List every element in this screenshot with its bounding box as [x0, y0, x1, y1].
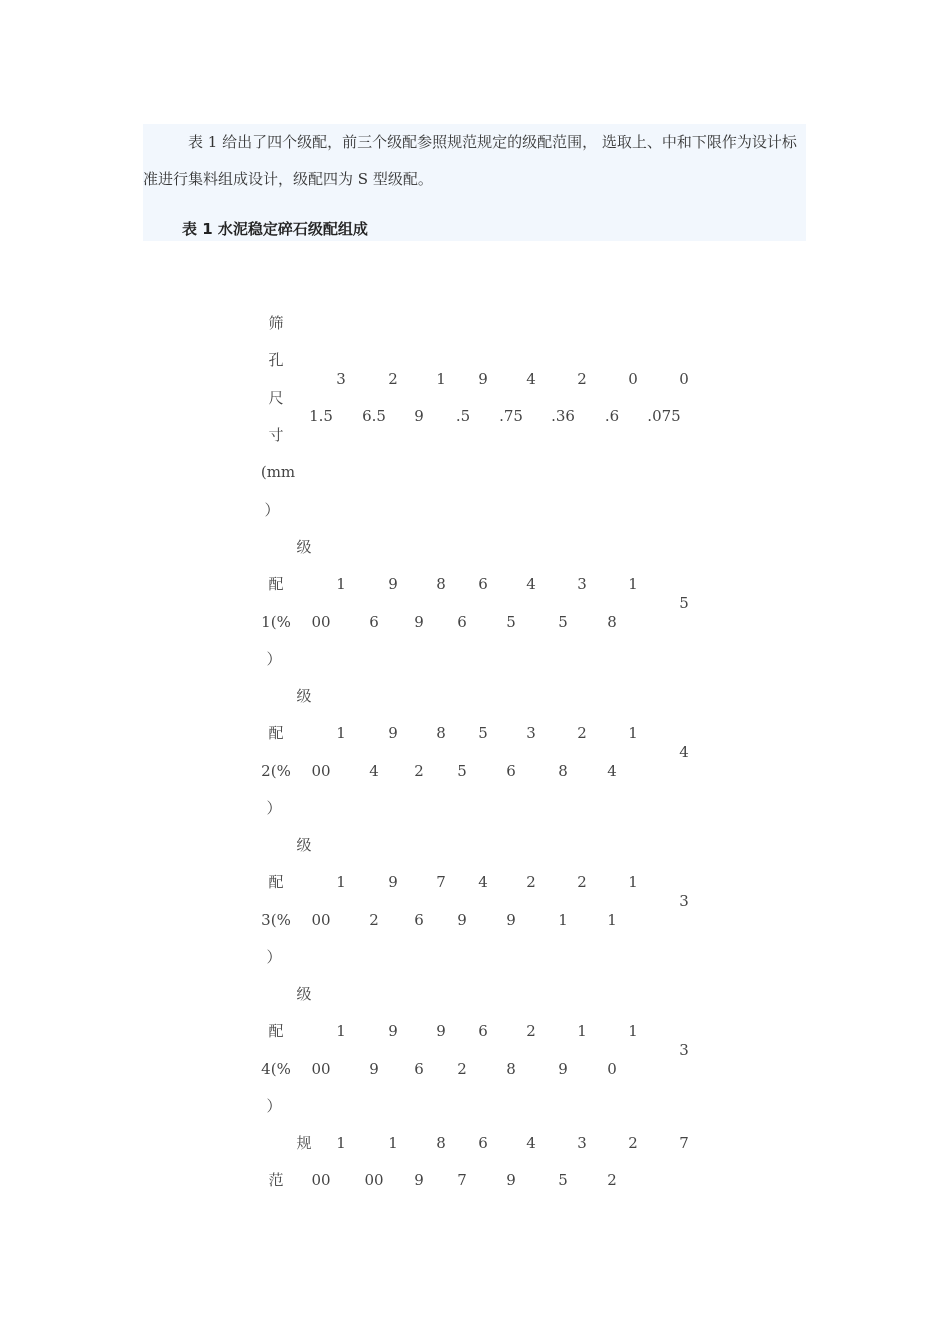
- header-cell-bottom: 6.5: [362, 407, 386, 425]
- row-cell-bottom: 8: [558, 761, 568, 780]
- row-label-line: 规: [296, 1134, 312, 1152]
- row-cell-last: 3: [679, 1040, 689, 1059]
- row-cell-top: 9: [388, 575, 398, 594]
- header-cell-top: 1: [436, 370, 446, 388]
- row-cell-bottom: 00: [311, 1059, 331, 1078]
- row-cell-top: 6: [478, 1134, 488, 1152]
- row-cell-top: 1: [336, 1022, 346, 1041]
- row-cell-bottom: 00: [311, 910, 331, 929]
- row-cell-top: 1: [628, 724, 638, 743]
- row-cell-top: 4: [526, 1134, 536, 1152]
- row-cell-bottom: 00: [311, 612, 331, 631]
- row-label-line: 级: [296, 538, 312, 556]
- header-label-line: (mm: [260, 463, 296, 482]
- header-cell-top: 9: [478, 370, 488, 388]
- row-cell-bottom: 6: [369, 612, 379, 631]
- row-label-line: 配: [268, 575, 284, 594]
- row-cell-bottom: 4: [607, 761, 617, 780]
- row-cell-bottom: 00: [364, 1171, 384, 1190]
- row-cell-top: 1: [628, 1022, 638, 1041]
- row-label-line: 范: [268, 1171, 284, 1190]
- row-cell-bottom: 9: [414, 612, 424, 631]
- row-label-line: 配: [268, 724, 284, 743]
- row-cell-top: 2: [577, 873, 587, 892]
- header-cell-bottom: 1.5: [309, 407, 333, 425]
- row-cell-top: 1: [628, 873, 638, 892]
- row-label-line: ）: [266, 798, 282, 817]
- header-cell-bottom: 9: [414, 407, 424, 425]
- row-cell-top: 9: [388, 724, 398, 743]
- row-cell-top: 7: [436, 873, 446, 892]
- header-cell-top: 0: [628, 370, 638, 388]
- header-label-line: ）: [264, 500, 280, 519]
- row-cell-bottom: 6: [414, 1059, 424, 1078]
- row-cell-bottom: 9: [506, 1171, 516, 1190]
- header-cell-bottom: .5: [455, 407, 471, 425]
- row-cell-top: 2: [628, 1134, 638, 1152]
- row-label-line: 配: [268, 1022, 284, 1041]
- row-cell-bottom: 4: [369, 761, 379, 780]
- row-cell-top: 2: [526, 1022, 536, 1041]
- row-cell-bottom: 9: [369, 1059, 379, 1078]
- row-cell-bottom: 8: [607, 612, 617, 631]
- row-cell-bottom: 6: [457, 612, 467, 631]
- row-cell-top: 4: [478, 873, 488, 892]
- row-cell-bottom: 2: [369, 910, 379, 929]
- row-cell-bottom: 1: [607, 910, 617, 929]
- row-cell-bottom: 6: [506, 761, 516, 780]
- row-cell-top: 3: [577, 1134, 587, 1152]
- row-cell-top: 2: [526, 873, 536, 892]
- row-cell-top: 8: [436, 1134, 446, 1152]
- row-cell-bottom: 2: [414, 761, 424, 780]
- row-cell-top: 4: [526, 575, 536, 594]
- header-cell-top: 3: [336, 370, 346, 388]
- row-cell-top: 9: [436, 1022, 446, 1041]
- row-cell-top: 1: [577, 1022, 587, 1041]
- row-cell-bottom: 5: [558, 1171, 568, 1190]
- row-cell-top: 1: [336, 1134, 346, 1152]
- row-cell-top: 8: [436, 724, 446, 743]
- row-cell-bottom: 7: [457, 1171, 467, 1190]
- row-label-line: 3(%: [261, 910, 291, 929]
- row-cell-bottom: 00: [311, 1171, 331, 1190]
- row-label-line: 级: [296, 687, 312, 705]
- row-label-line: 4(%: [261, 1059, 291, 1078]
- row-cell-top: 6: [478, 1022, 488, 1041]
- header-cell-top: 4: [526, 370, 536, 388]
- row-cell-top: 1: [336, 873, 346, 892]
- row-cell-last: 5: [679, 593, 689, 612]
- header-cell-bottom: .6: [604, 407, 620, 425]
- row-cell-bottom: 5: [558, 612, 568, 631]
- row-label-line: 2(%: [261, 761, 291, 780]
- row-cell-top: 1: [336, 575, 346, 594]
- row-cell-bottom: 0: [607, 1059, 617, 1078]
- row-cell-top: 1: [628, 575, 638, 594]
- header-cell-top: 0: [679, 370, 689, 388]
- row-cell-bottom: 1: [558, 910, 568, 929]
- row-cell-top: 9: [388, 873, 398, 892]
- header-label-line: 孔: [268, 351, 284, 370]
- header-cell-top: 2: [388, 370, 398, 388]
- row-cell-top: 5: [478, 724, 488, 743]
- row-cell-last: 4: [679, 742, 689, 761]
- row-cell-bottom: 6: [414, 910, 424, 929]
- row-label-line: 级: [296, 836, 312, 854]
- row-cell-top: 9: [388, 1022, 398, 1041]
- row-cell-bottom: 9: [506, 910, 516, 929]
- table-caption: 表 1 水泥稳定碎石级配组成: [182, 220, 368, 238]
- row-cell-bottom: 9: [414, 1171, 424, 1190]
- row-cell-bottom: 5: [506, 612, 516, 631]
- row-label-line: ）: [266, 947, 282, 966]
- row-cell-bottom: 5: [457, 761, 467, 780]
- row-cell-bottom: 2: [607, 1171, 617, 1190]
- header-label-line: 尺: [268, 388, 284, 407]
- row-cell-bottom: 00: [311, 761, 331, 780]
- row-cell-top: 1: [388, 1134, 398, 1152]
- row-cell-top: 8: [436, 575, 446, 594]
- row-label-line: 级: [296, 985, 312, 1003]
- header-label-line: 筛: [268, 314, 284, 332]
- row-cell-bottom: 9: [558, 1059, 568, 1078]
- row-cell-bottom: 2: [457, 1059, 467, 1078]
- intro-paragraph: 表 1 给出了四个级配，前三个级配参照规范规定的级配范围， 选取上、中和下限作为设计标准进行集料组成设计，级配四为 S 型级配。: [143, 133, 797, 188]
- row-cell-last: 7: [679, 1134, 689, 1152]
- row-label-line: ）: [266, 1096, 282, 1115]
- row-cell-bottom: 9: [457, 910, 467, 929]
- row-label-line: ）: [266, 649, 282, 668]
- row-cell-bottom: 8: [506, 1059, 516, 1078]
- header-cell-top: 2: [577, 370, 587, 388]
- header-cell-bottom: .36: [551, 407, 575, 425]
- row-cell-top: 3: [526, 724, 536, 743]
- row-cell-top: 2: [577, 724, 587, 743]
- row-cell-top: 6: [478, 575, 488, 594]
- row-cell-top: 3: [577, 575, 587, 594]
- header-cell-bottom: .75: [499, 407, 523, 425]
- row-cell-last: 3: [679, 891, 689, 910]
- row-label-line: 配: [268, 873, 284, 892]
- header-cell-bottom: .075: [647, 407, 681, 425]
- row-cell-top: 1: [336, 724, 346, 743]
- header-label-line: 寸: [268, 425, 284, 444]
- row-label-line: 1(%: [261, 612, 291, 631]
